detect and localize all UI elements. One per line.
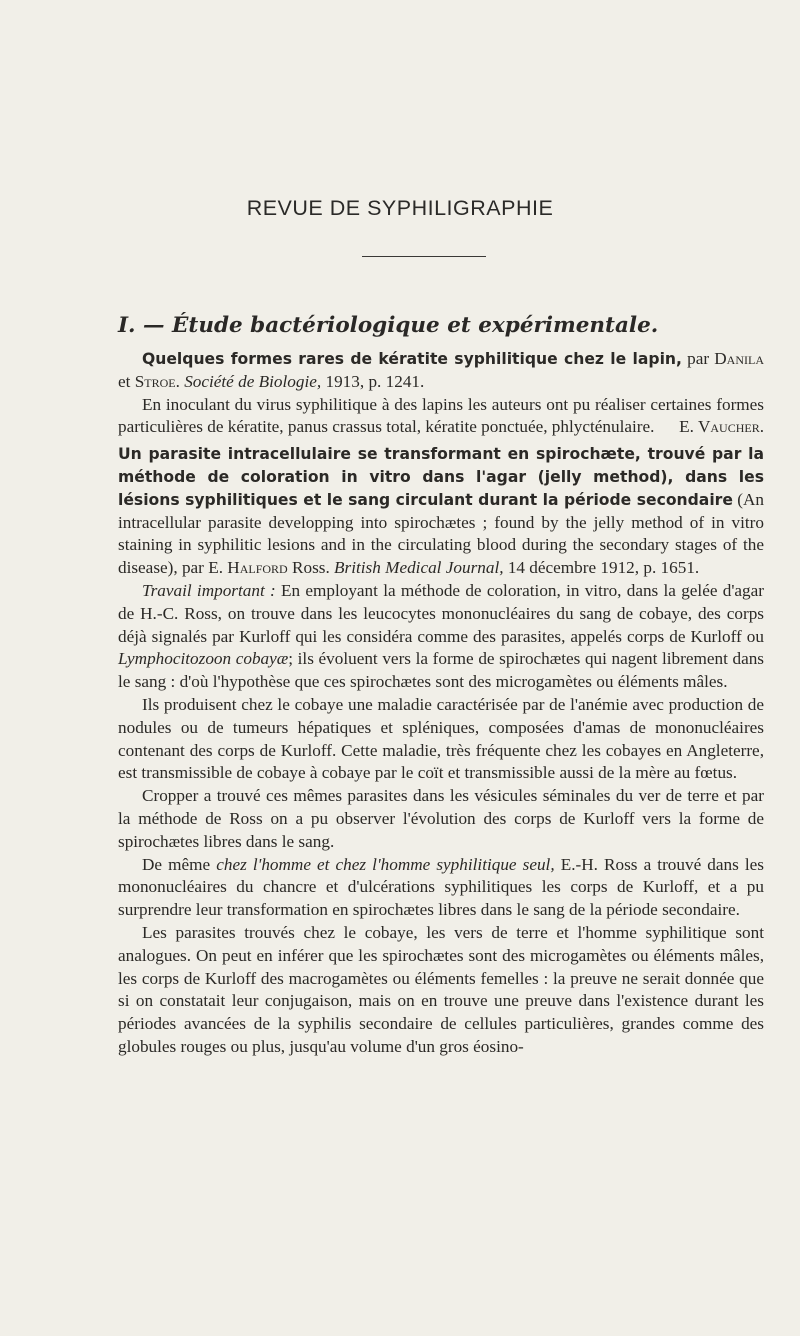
article1-summary: En inoculant du virus syphilitique à des lapins les auteurs ont pu réaliser certaines formes particulières de kératite, panus crassus total, kératite ponctuée, phlycténulaire. [118,394,764,437]
body-text [118,348,764,1059]
article1-author1: Danila [714,349,765,368]
article2-para1 [118,580,764,694]
article2-p1-a: En employant la méthode de coloration, in vitro, dans la gelée d'agar de H.-C. Ross, on trouve dans les leucocytes mononucléaires du sang de cobaye, des corps déjà signalés par Kurloff qui les considéra comme des parasites, appelés corps de Kurloff ou [118,580,764,646]
article1-summary-para [118,394,764,440]
article2-label: Travail important : [142,580,276,600]
article2-title-en: (An intracellular parasite developping into spirochætes ; found by the jelly method of in vitro staining in syphilitic lesions and in the circulating blood during the secondary stages of the disease), [118,489,765,578]
article2-author: E. Halford [208,558,288,578]
article2-para3: Cropper a trouvé ces mêmes parasites dans les vésicules séminales du ver de terre et par la méthode de Ross on a pu observer l'évolution des corps de Kurloff vers la forme de spirochætes libres dans le sang. [118,786,764,851]
article1-reviewer: E. Vaucher. [679,417,764,437]
article1-title: Quelques formes rares de kératite syphilitique chez le lapin, [142,350,682,368]
article2-title: Un parasite intracellulaire se transformant en spirochæte, trouvé par la méthode de coloration in vitro dans l'agar (jelly method), dans les lésions syphilitiques et le sang circulant durant la période secondaire [118,445,764,509]
article2-para2: Ils produisent chez le cobaye une maladie caractérisée par de l'anémie avec production de nodules ou de tumeurs hépatiques et spléniques, composées d'amas de mononucléaires contenant des corps de Kurloff. Cette maladie, très fréquente chez les cobayes en Angleterre, est transmissible de cobaye à cobaye par le coït et transmissible aussi de la mère au fœtus. [118,694,764,783]
article2-p1-b: ; ils évoluent vers la forme de spirochætes qui nagent librement dans le sang : d'où l'hypothèse que ces spirochætes sont des microgamètes ou éléments mâles. [118,649,764,692]
article2-p4-italic: chez l'homme et chez l'homme syphilitique seul, [216,854,555,874]
title-rule [362,256,486,257]
journal-title: REVUE DE SYPHILIGRAPHIE [246,196,554,220]
article2-p1-species: Lymphocitozoon cobayæ [118,649,289,669]
article2-para5: Les parasites trouvés chez le cobaye, les vers de terre et l'homme syphilitique sont analogues. On peut en inférer que les spirochætes sont des microgamètes ou éléments mâles, les corps de Kurloff des macrogamètes ou éléments femelles : la preuve ne serait donnée que si on constatait leur conjugaison, mais on en trouve une preuve dans l'existence durant les périodes avancées de la syphilis secondaire de cellules particulières, grandes comme des globules rouges ou plus, jusqu'au volume d'un gros éosino- [118,922,764,1056]
article2-by: par [181,558,204,578]
article1-journal: Société de Biologie, [184,371,322,391]
article2-author-last: Ross. [292,558,330,578]
article1-and: et [118,371,131,391]
section-title: I. — Étude bactériologique et expérimentale. [118,313,659,338]
article1-by: par [687,349,710,368]
article2-p4-a: De même [142,854,211,874]
article2-p4-b: E.-H. Ross a trouvé dans les mononucléaires du chancre et d'ulcérations syphilitiques les corps de Kurloff, et a pu surprendre leur transformation en spirochætes libres dans le sang de la période secondaire. [118,854,764,920]
article1-author2: Stroe. [134,371,180,391]
article2-citation [118,443,764,580]
article1-citation [118,348,764,394]
article2-para4 [118,854,764,922]
article1-ref: 1913, p. 1241. [325,371,425,391]
article2-ref: 14 décembre 1912, p. 1651. [507,558,700,578]
article2-journal: British Medical Journal, [334,558,504,578]
